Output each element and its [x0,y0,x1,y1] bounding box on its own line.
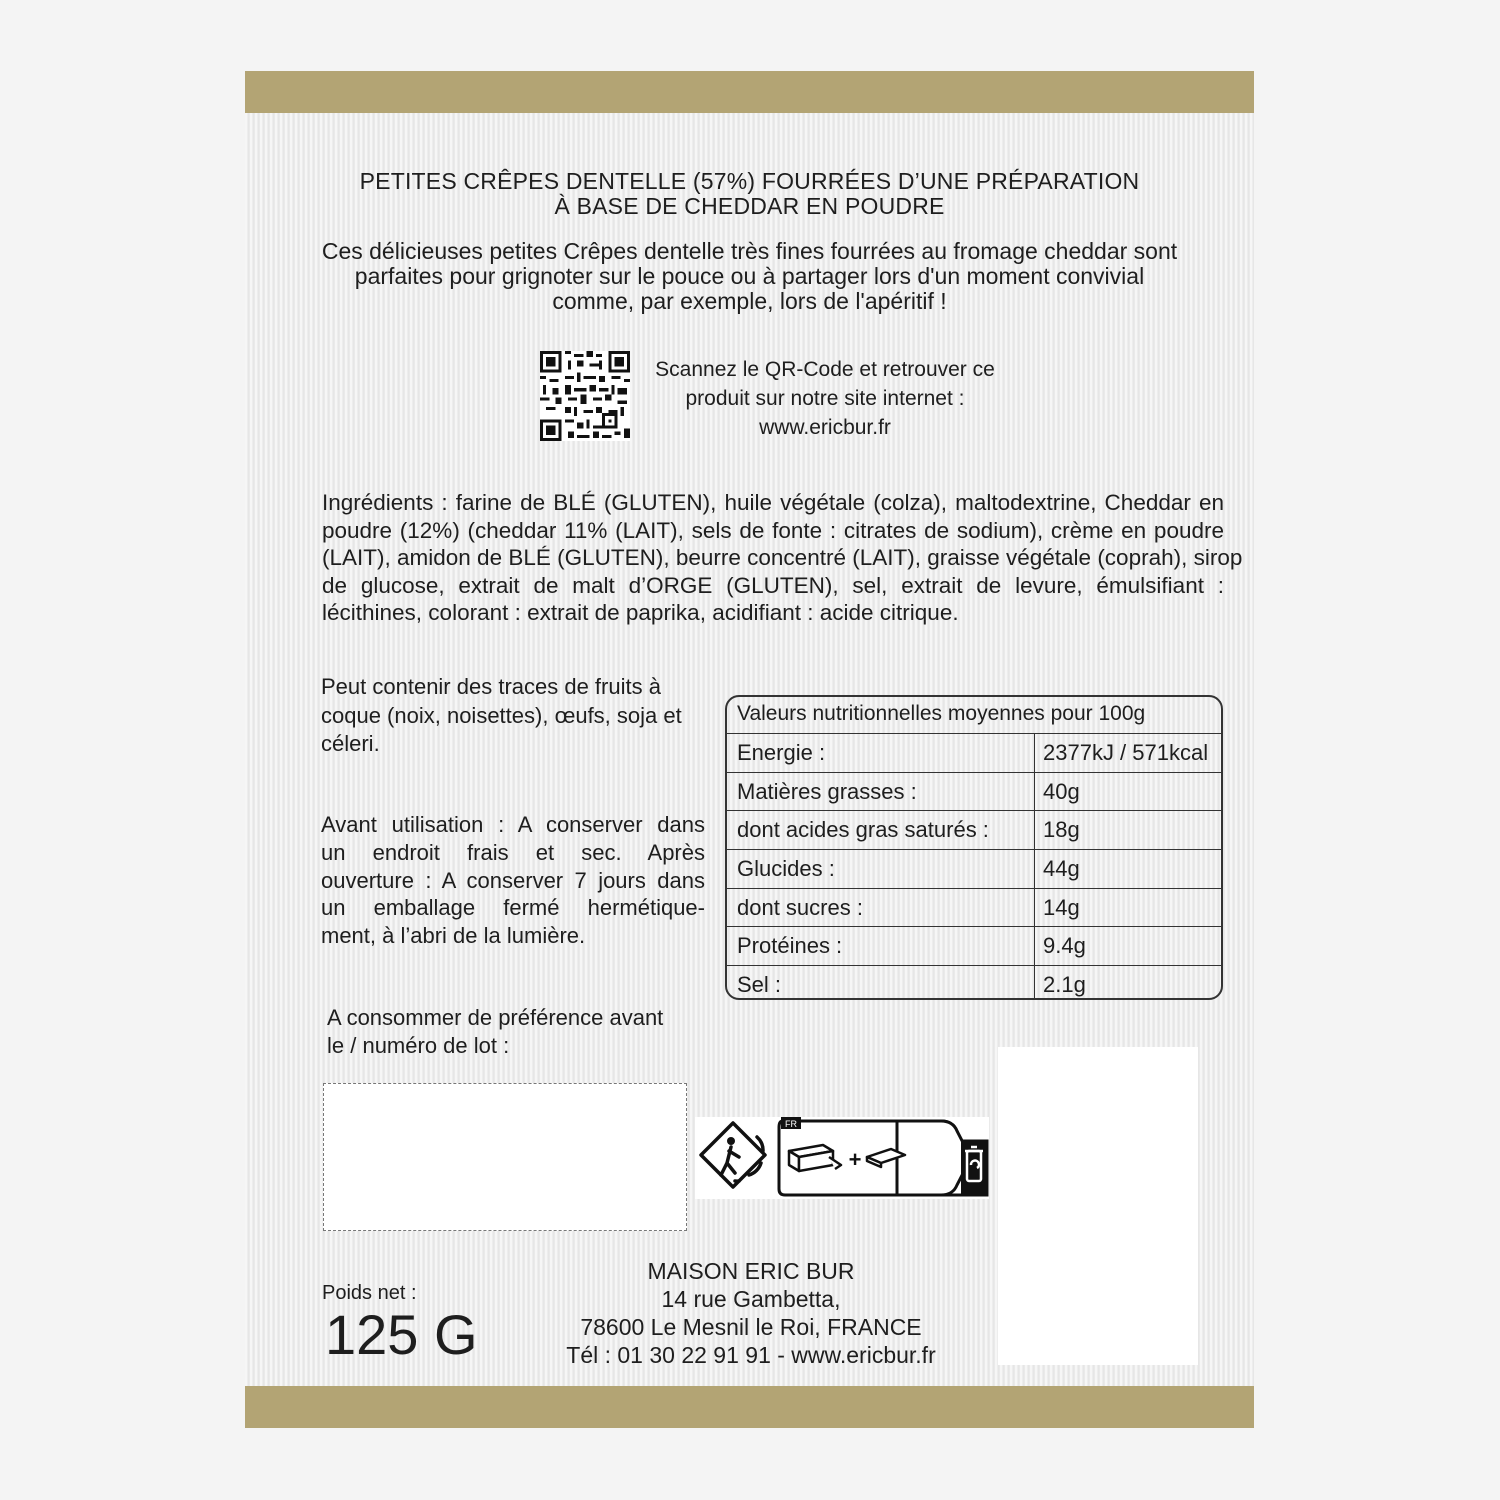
company-street: 14 rue Gambetta, [661,1286,841,1312]
nutrient-name: Protéines : [727,927,1035,965]
net-weight-value: 125 G [325,1303,478,1366]
nutrition-row [727,773,1221,812]
nutrition-row [727,811,1221,850]
qr-caption-line: produit sur notre site internet : [685,387,965,410]
nutrition-row [727,850,1221,889]
best-before-line: A consommer de préférence avant [327,1005,664,1030]
nutrient-name: dont acides gras saturés : [727,811,1035,849]
nutrition-row [727,966,1221,1000]
traces-line: céleri. [321,731,380,756]
nutrient-value: 18g [1043,817,1080,843]
nutrition-row [727,927,1221,966]
product-title [245,169,1254,219]
ingredients-list [322,489,1243,627]
triman-recycling-icon [695,1117,989,1199]
product-description [275,239,1224,314]
storage-instructions [321,811,705,950]
storage-line: un emballage fermé hermétique- [321,895,705,921]
nutrient-name: Glucides : [727,850,1035,888]
description-line: Ces délicieuses petites Crêpes dentelle très fines fourrées au fromage cheddar sont [321,238,1178,264]
qr-code-icon[interactable] [540,351,630,441]
nutrient-value: 14g [1043,894,1080,920]
qr-caption [635,355,1015,442]
country-badge: FR [785,1119,797,1129]
nutrient-value: 40g [1043,778,1080,804]
nutrient-name: Energie : [727,734,1035,772]
company-name: MAISON ERIC BUR [647,1258,855,1284]
nutrition-row [727,734,1221,773]
ingredients-line: lécithines, colorant : extrait de paprika, acidifiant : acide citrique. [322,600,959,626]
nutrient-name: dont sucres : [727,889,1035,927]
barcode-area [998,1047,1198,1365]
ingredients-line: (LAIT), amidon de BLÉ (GLUTEN), beurre concentré (LAIT), graisse végétale (coprah), sirop [322,545,1243,571]
website-link[interactable]: www.ericbur.fr [759,416,891,439]
company-contact[interactable]: Tél : 01 30 22 91 91 - www.ericbur.fr [566,1342,936,1368]
product-title-line: À BASE DE CHEDDAR EN POUDRE [554,193,945,219]
product-label [245,71,1254,1428]
description-line: parfaites pour grignoter sur le pouce ou à partager lors d'un moment convivial [354,263,1145,289]
ingredients-line: Ingrédients : farine de BLÉ (GLUTEN), huile végétale (colza), maltodextrine, Cheddar en [322,490,1224,515]
best-before-text [327,1004,707,1060]
company-address [535,1257,967,1369]
description-line: comme, par exemple, lors de l'apéritif ! [552,288,947,314]
nutrition-table [725,695,1223,1000]
nutrition-header: Valeurs nutritionnelles moyennes pour 100g [727,697,1221,734]
nutrition-row [727,889,1221,928]
storage-line: ment, à l’abri de la lumière. [321,923,586,949]
lot-number-box [323,1083,687,1231]
nutrient-name: Matières grasses : [727,773,1035,811]
allergen-traces [321,673,705,759]
nutrient-name: Sel : [727,966,1035,1000]
nutrient-value: 2377kJ / 571kcal [1043,740,1209,765]
bottom-gold-band [245,1386,1254,1428]
top-gold-band [245,71,1254,113]
storage-line: un endroit frais et sec. Après [321,839,705,865]
nutrient-value: 44g [1043,856,1080,882]
qr-caption-line: Scannez le QR-Code et retrouver ce [655,358,995,381]
best-before-line: le / numéro de lot : [327,1033,510,1058]
product-title-line: PETITES CRÊPES DENTELLE (57%) FOURRÉES D’UNE PRÉPARATION [359,168,1140,194]
ingredients-line: de glucose, extrait de malt d’ORGE (GLUTEN), sel, extrait de levure, émulsifiant : [322,572,1224,598]
nutrient-value: 9.4g [1043,933,1086,959]
storage-line: ouverture : A conserver 7 jours dans [321,867,705,893]
net-weight-label: Poids net : [322,1282,417,1304]
storage-line: Avant utilisation : A conserver dans [321,812,705,837]
plus-sign: + [848,1147,862,1172]
company-city: 78600 Le Mesnil le Roi, FRANCE [580,1314,922,1340]
traces-line: coque (noix, noisettes), œufs, soja et [321,702,682,728]
traces-line: Peut contenir des traces de fruits à [321,674,661,699]
nutrient-value: 2.1g [1043,972,1086,998]
ingredients-line: poudre (12%) (cheddar 11% (LAIT), sels de fonte : citrates de sodium), crème en poudre [322,517,1224,543]
